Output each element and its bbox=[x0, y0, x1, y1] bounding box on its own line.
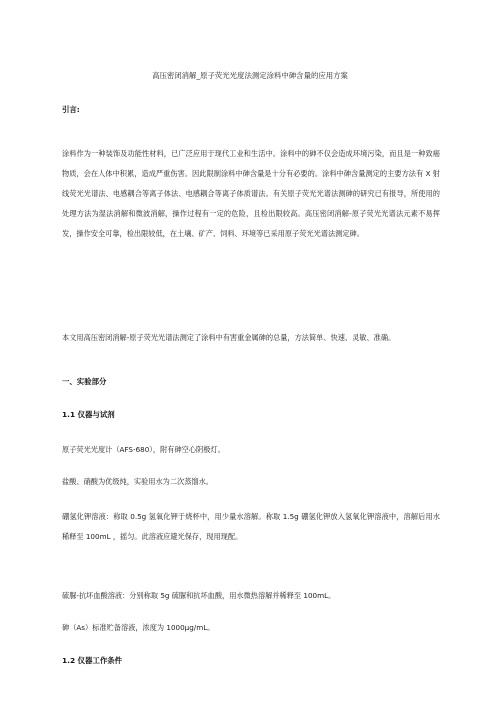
subsection-heading-conditions: 1.2 仪器工作条件 bbox=[62, 656, 123, 665]
intro-heading: 引言: bbox=[62, 105, 80, 114]
thiourea-solution-item: 硫脲-抗坏血酸溶液：分别称取 5g 硫脲和抗坏血酸，用水微热溶解并稀释至 100mL。 bbox=[62, 591, 336, 600]
arsenic-standard-item: 砷（As）标准贮备溶液，浓度为 1000μg/mL。 bbox=[62, 623, 215, 632]
borohydride-solution-item: 硼氢化钾溶液：称取 0.5g 氢氧化钾于烧杯中，用少量水溶解。称取 1.5g 硼氢化钾放入氢氧化钾溶液中，溶解后用水稀释至 100mL ，摇匀。此溶液应避光保存，现用现配。 bbox=[62, 512, 440, 541]
section-heading-experiment: 一、实验部分 bbox=[62, 377, 107, 386]
scope-paragraph: 本文用高压密闭消解-原子荧光光谱法测定了涂料中有害重金属砷的总量，方法简单、快速、灵敏、准确。 bbox=[62, 333, 396, 342]
reagent-item: 盐酸、硝酸为优级纯，实验用水为二次蒸馏水。 bbox=[62, 477, 213, 486]
subsection-heading-instruments: 1.1 仪器与试剂 bbox=[62, 410, 115, 419]
document-title: 高压密闭消解_原子荧光光度法测定涂料中砷含量的应用方案 bbox=[152, 71, 348, 80]
instrument-item: 原子荧光光度计（AFS-680），附有砷空心阴极灯。 bbox=[62, 445, 225, 454]
intro-paragraph: 涂料作为一种装饰及功能性材料，已广泛应用于现代工业和生活中。涂料中的砷不仅会造成环境污染，而且是一种致癌物质，会在人体中积累，造成严重伤害。因此限制涂料中砷含量是十分有必要的。涂料中砷含量测定的主要方法有 X 射线荧光光谱法、电感耦合等离子体法、电感耦合等离子体质谱法。有关原子荧光光谱法测砷的研究已有报导，所使用的处理方法为湿法消解和微波消解，操作过程有一定的危险，且检出限较高。高压密闭消解-原子荧光光谱法元素不易挥发，操作安全可靠，检出限较低，在土壤、矿产、饲料、环境等已采用原子荧光光谱法测定砷。 bbox=[62, 149, 440, 238]
